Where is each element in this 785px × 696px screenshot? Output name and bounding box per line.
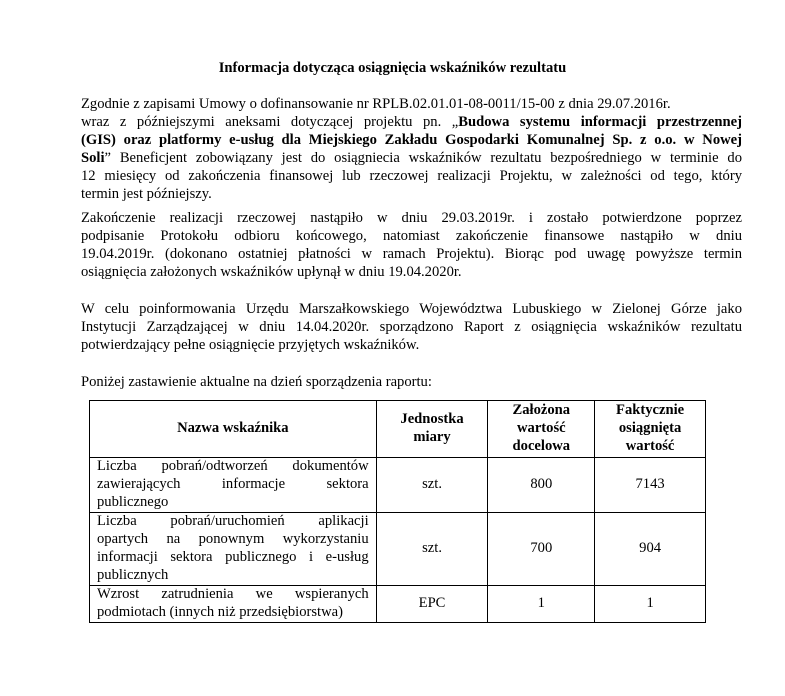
header-line: docelowa <box>512 437 571 454</box>
header-target-value <box>488 401 595 458</box>
table-header-row <box>90 401 706 458</box>
paragraph-line: Poniżej zastawienie aktualne na dzień sporządzenia raportu: <box>81 374 432 390</box>
cell-line: Liczba pobrań/uruchomień aplikacji <box>97 513 369 530</box>
paragraph-text: ” Beneficjent zobowiązany jest do osiągniecia wskaźników rezultatu bezpośredniego w terminie do <box>104 149 742 166</box>
table-row <box>90 586 706 623</box>
paragraph-line <box>81 150 742 168</box>
cell-line: zawierających informacje sektora <box>97 476 369 493</box>
table-row <box>90 458 706 513</box>
paragraph-line: 19.04.2019r. (dokonano ostatniej płatności w ramach Projektu). Biorąc pod uwagę powyższe termin <box>81 245 742 262</box>
header-line: wartość <box>516 420 566 437</box>
paragraph-line: osiągnięcia założonych wskaźników upłynął w dniu 19.04.2020r. <box>81 263 462 280</box>
project-name: (GIS) oraz platformy e-usług dla Miejskiego Zakładu Gospodarki Komunalnej Sp. z o.o. w Nowej <box>81 131 742 148</box>
indicator-name-cell <box>90 586 377 623</box>
paragraph-line <box>81 114 742 132</box>
target-value-cell: 800 <box>488 458 595 513</box>
indicator-name-cell <box>90 458 377 513</box>
project-name: Soli <box>81 149 105 166</box>
paragraph-line: Instytucji Zarządzającej w dniu 14.04.2020r. sporządzono Raport z osiągnięcia wskaźników rezultatu <box>81 318 742 335</box>
header-indicator-name: Nazwa wskaźnika <box>90 401 377 458</box>
header-line: wartość <box>625 437 675 454</box>
paragraph-line: Zgodnie z zapisami Umowy o dofinansowanie nr RPLB.02.01.01-08-0011/15-00 z dnia 29.07.2016r. <box>81 96 671 112</box>
cell-line: publicznych <box>97 566 169 583</box>
indicator-name-cell <box>90 513 377 586</box>
paragraph-report <box>81 301 742 355</box>
target-value-cell: 1 <box>488 586 595 623</box>
target-value-cell: 700 <box>488 513 595 586</box>
header-line: miary <box>413 429 451 445</box>
paragraph-line: Zakończenie realizacji rzeczowej nastąpiło w dniu 29.03.2019r. i zostało potwierdzone poprzez <box>81 210 742 226</box>
cell-line: Wzrost zatrudnienia we wspieranych <box>97 586 369 603</box>
project-name: Budowa systemu informacji przestrzennej <box>458 113 742 130</box>
cell-line: opartych na ponownym wykorzystaniu <box>97 531 369 548</box>
unit-cell: szt. <box>376 458 488 513</box>
document-title: Informacja dotycząca osiągnięcia wskaźników rezultatu <box>218 60 567 76</box>
paragraph-line: podpisanie Protokołu odbioru końcowego, natomiast zakończenie finansowe nastąpiło w dniu <box>81 227 742 244</box>
header-line: osiągnięta <box>618 420 682 437</box>
indicators-table <box>89 400 706 623</box>
header-unit <box>376 401 488 458</box>
cell-line: publicznego <box>97 493 169 510</box>
cell-line: podmiotach (innych niż przedsiębiorstwa) <box>97 604 343 620</box>
unit-cell: szt. <box>376 513 488 586</box>
paragraph-completion <box>81 210 742 282</box>
table-row <box>90 513 706 586</box>
paragraph-line <box>81 132 742 150</box>
cell-line: Liczba pobrań/odtworzeń dokumentów <box>97 458 369 475</box>
cell-line: informacji sektora publicznego i e-usług <box>97 549 369 565</box>
paragraph-line: W celu poinformowania Urzędu Marszałkowskiego Województwa Lubuskiego w Zielonej Górze jako <box>81 301 742 317</box>
header-line: Faktycznie <box>616 402 685 419</box>
header-line: Założona <box>512 402 571 419</box>
unit-cell: EPC <box>376 586 488 623</box>
header-line: Jednostka <box>400 411 464 428</box>
paragraph-line: potwierdzający pełne osiągnięcie przyjętych wskaźników. <box>81 336 420 353</box>
actual-value-cell: 1 <box>595 586 706 623</box>
actual-value-cell: 7143 <box>595 458 706 513</box>
header-actual-value <box>595 401 706 458</box>
paragraph-agreement <box>81 96 742 203</box>
actual-value-cell: 904 <box>595 513 706 586</box>
paragraph-text: wraz z późniejszymi aneksami dotyczącej projektu pn. „ <box>81 113 459 130</box>
paragraph-table-intro <box>81 374 742 392</box>
paragraph-line: termin jest późniejszy. <box>81 185 212 202</box>
paragraph-line: 12 miesięcy od zakończenia finansowej lub rzeczowej realizacji Projektu, w zależności od tego, który <box>81 167 742 184</box>
